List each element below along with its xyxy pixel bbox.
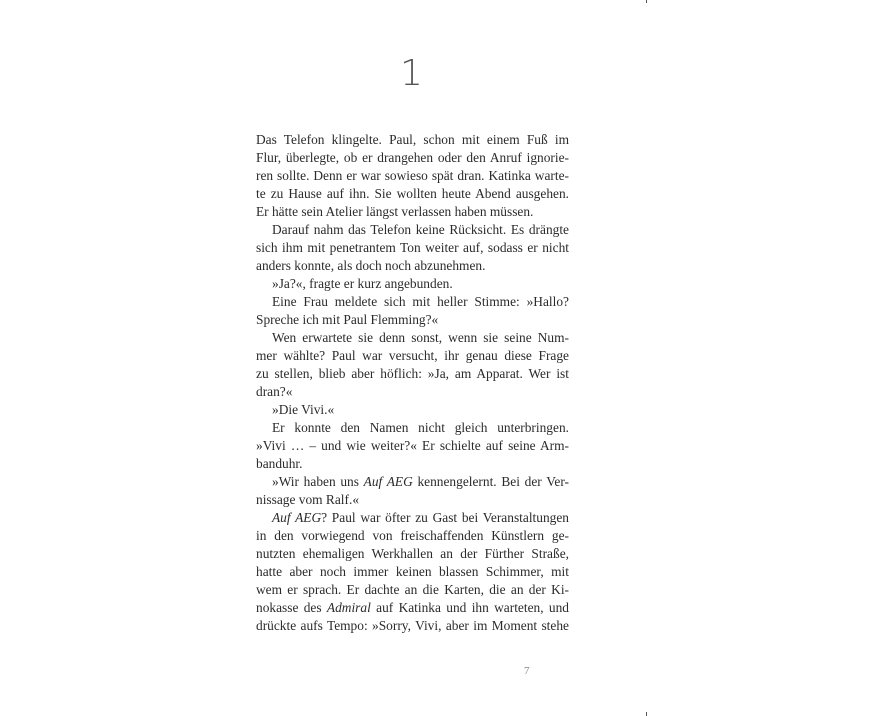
text-run: »Wir haben uns <box>272 474 364 489</box>
chapter-number: 1 <box>400 53 423 94</box>
text-line <box>256 347 569 365</box>
text-run: nutzten ehemaligen Werkhallen an der Fürther Straße, <box>256 546 569 561</box>
italic-text: Auf AEG <box>272 510 322 525</box>
text-run: Eine Frau meldete sich mit heller Stimme: »Hallo? <box>272 294 569 309</box>
page-number: 7 <box>524 665 530 677</box>
text-line <box>256 203 569 221</box>
text-run: drückte aufs Tempo: »Sorry, Vivi, aber im Moment stehe <box>256 618 569 633</box>
text-run: wem er sprach. Er dachte an die Karten, die an der Ki- <box>256 582 569 597</box>
text-line <box>256 437 569 455</box>
text-run: ? Paul war öfter zu Gast bei Veranstaltungen <box>321 510 569 525</box>
text-line <box>256 599 569 617</box>
text-line <box>256 167 569 185</box>
text-line <box>256 563 569 581</box>
text-line <box>256 131 569 149</box>
text-line <box>256 257 569 275</box>
text-line <box>256 419 569 437</box>
text-run: anders konnte, als doch noch abzunehmen. <box>256 258 486 273</box>
text-line <box>256 527 569 545</box>
text-line <box>256 329 569 347</box>
text-line <box>256 239 569 257</box>
text-line <box>256 185 569 203</box>
text-line <box>256 149 569 167</box>
text-run: »Vivi … – und wie weiter?« Er schielte auf seine Arm- <box>256 438 569 453</box>
text-run: Flur, überlegte, ob er drangehen oder den Anruf ignorie- <box>256 150 569 165</box>
text-line <box>256 275 569 293</box>
text-run: auf Katinka und ihn warteten, und <box>370 600 569 615</box>
italic-text: Auf AEG <box>363 474 413 489</box>
crop-mark-bottom <box>646 712 647 716</box>
text-line <box>256 473 569 491</box>
text-run: nissage vom Ralf.« <box>256 492 360 507</box>
text-run: dran?« <box>256 384 293 399</box>
text-line <box>256 581 569 599</box>
text-run: Das Telefon klingelte. Paul, schon mit einem Fuß im <box>256 132 569 147</box>
text-run: Er konnte den Namen nicht gleich unterbringen. <box>272 420 569 435</box>
text-run: mer wählte? Paul war versucht, ihr genau diese Frage <box>256 348 569 363</box>
text-run: Darauf nahm das Telefon keine Rücksicht. Es drängte <box>272 222 569 237</box>
text-line <box>256 491 569 509</box>
text-line <box>256 221 569 239</box>
text-run: hatte aber noch immer keinen blassen Schimmer, mit <box>256 564 569 579</box>
text-run: banduhr. <box>256 456 303 471</box>
text-line <box>256 509 569 527</box>
text-run: Spreche ich mit Paul Flemming?« <box>256 312 439 327</box>
body-text <box>256 131 569 635</box>
text-run: »Die Vivi.« <box>272 402 335 417</box>
text-line <box>256 617 569 635</box>
text-run: te zu Hause auf ihn. Sie wollten heute Abend ausgehen. <box>256 186 569 201</box>
text-run: Wen erwartete sie denn sonst, wenn sie seine Num- <box>272 330 569 345</box>
text-line <box>256 545 569 563</box>
text-run: ren sollte. Denn er war sowieso spät dran. Katinka warte- <box>256 168 569 183</box>
text-run: sich ihm mit penetrantem Ton weiter auf, sodass er nicht <box>256 240 569 255</box>
text-line <box>256 383 569 401</box>
text-run: nokasse des <box>256 600 327 615</box>
text-line <box>256 455 569 473</box>
text-line <box>256 401 569 419</box>
italic-text: Admiral <box>326 600 371 615</box>
text-run: zu stellen, blieb aber höflich: »Ja, am Apparat. Wer ist <box>256 366 569 381</box>
text-line <box>256 311 569 329</box>
text-run: kennengelernt. Bei der Ver- <box>412 474 569 489</box>
text-run: »Ja?«, fragte er kurz angebunden. <box>272 276 453 291</box>
crop-mark-top <box>646 0 647 3</box>
text-run: in den vorwiegend von freischaffenden Künstlern ge- <box>256 528 569 543</box>
text-line <box>256 365 569 383</box>
text-run: Er hätte sein Atelier längst verlassen haben müssen. <box>256 204 534 219</box>
text-line <box>256 293 569 311</box>
